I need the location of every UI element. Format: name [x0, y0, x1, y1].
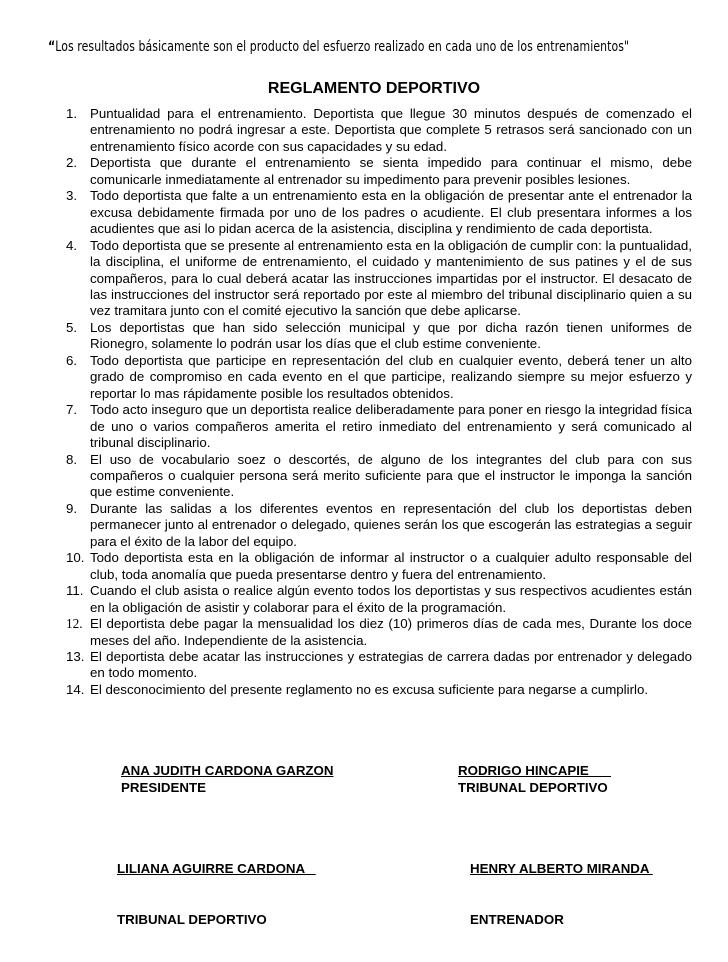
rule-item — [66, 550, 692, 583]
rule-item — [66, 353, 692, 402]
signatory-name: RODRIGO HINCAPIE___ — [458, 763, 611, 778]
rule-text: Puntualidad para el entrenamiento. Deportista que llegue 30 minutos después de comenzado el entrenamiento no podrá ingresar a este. Deportista que complete 5 retrasos será sancionado con un entrenamiento físico acorde con sus capacidades y su edad. — [90, 106, 692, 154]
rule-text: Durante las salidas a los diferentes eventos en representación del club los deportistas deben permanecer junto al entrenador o delegado, quienes serán los que escogerán las estrategias a seguir para el éxito de la labor del equipo. — [90, 500, 692, 549]
rule-text: Todo deportista que falte a un entrenamiento esta en la obligación de presentar ante el entrenador la excusa debidamente firmada por uno de los padres o acudiente. El club presentara informes a los acudientes que asi lo pidan acerca de la asistencia, disciplina y rendimiento de cada deportista. — [90, 188, 692, 237]
rule-item — [66, 616, 692, 649]
rule-text: Deportista que durante el entrenamiento se sienta impedido para continuar el mismo, debe comunicarle inmediatamente al entrenador su impedimento para prevenir posibles lesiones. — [90, 155, 692, 187]
rule-number: 14. — [66, 681, 85, 697]
rule-number: 5. — [66, 319, 78, 335]
rule-number: 1. — [66, 106, 78, 121]
rule-text: Todo deportista que participe en representación del club en cualquier evento, deberá tener un alto grado de compromiso en cada evento en el que participe, realizando siempre su mejor esfuerzo y reportar lo mas rápidamente posible los resultados obtenidos. — [90, 352, 692, 401]
signatory-name: LILIANA AGUIRRE CARDONA — [117, 861, 316, 876]
rule-item — [66, 682, 692, 698]
signatory-role: TRIBUNAL DEPORTIVO — [458, 780, 608, 795]
signatory-role: ENTRENADOR — [470, 912, 564, 927]
signatory-name: HENRY ALBERTO MIRANDA — [470, 861, 653, 876]
rule-text: Los deportistas que han sido selección municipal y que por dicha razón tienen uniformes de Rionegro, solamente lo podrán usar los días que el club estime conveniente. — [90, 319, 692, 352]
rule-item — [66, 402, 692, 451]
rule-text: Todo acto inseguro que un deportista realice deliberadamente para poner en riesgo la integridad física de uno o varios compañeros amerita el retiro inmediato del entrenamiento y será comunicado al tribunal disciplinario. — [90, 402, 692, 451]
signatory-name: ANA JUDITH CARDONA GARZON — [121, 763, 334, 778]
quote-text: Los resultados básicamente son el producto del esfuerzo realizado en cada uno de los entrenamientos" — [55, 39, 630, 55]
rule-item — [66, 106, 692, 155]
signatory-role: PRESIDENTE — [121, 780, 206, 795]
motto-quote — [48, 39, 630, 55]
rule-number: 3. — [66, 188, 78, 204]
rule-number: 9. — [66, 500, 78, 516]
signature-president — [121, 762, 334, 796]
signature-tribunal-1 — [458, 762, 611, 796]
signature-tribunal-2 — [117, 826, 316, 962]
rule-text: Todo deportista esta en la obligación de informar al instructor o a cualquier adulto responsable del club, toda anomalía que pueda presentarse dentro y fuera del entrenamiento. — [90, 550, 692, 582]
rule-number: 4. — [66, 237, 78, 253]
rule-item — [66, 188, 692, 237]
rule-item — [66, 501, 692, 550]
signatory-role: TRIBUNAL DEPORTIVO — [117, 912, 267, 927]
rule-text: Todo deportista que se presente al entrenamiento esta en la obligación de cumplir con: la puntualidad, la disciplina, el uniforme de entrenamiento, el cuidado y mantenimiento de sus patines y el de sus compañeros, para lo cual deberá acatar las instrucciones impartidas por el instructor. El desacato de las instrucciones del instructor será reportado por este al miembro del tribunal disciplinario quien a su vez tramitara junto con el comité ejecutivo la sanción que debe aplicarse. — [90, 237, 692, 319]
rule-number: 2. — [66, 155, 78, 171]
document-title: REGLAMENTO DEPORTIVO — [267, 80, 481, 97]
rule-item — [66, 320, 692, 353]
rule-number: 12. — [66, 616, 83, 632]
rule-item — [66, 155, 692, 188]
rule-number: 6. — [66, 352, 78, 368]
rule-number: 13. — [66, 648, 85, 664]
signature-coach — [470, 826, 653, 962]
rule-text: El uso de vocabulario soez o descortés, de alguno de los integrantes del club para con sus compañeros o cualquier persona será merito suficiente para que el instructor le imponga la sanción que estime conveniente. — [90, 451, 692, 500]
rule-number: 10. — [66, 550, 85, 566]
rule-item — [66, 649, 692, 682]
rule-item — [66, 583, 692, 616]
rule-text: El deportista debe pagar la mensualidad los diez (10) primeros días de cada mes, Durante los doce meses del año. Independiente de la asistencia. — [90, 616, 692, 648]
rule-item — [66, 452, 692, 501]
rule-number: 8. — [66, 451, 78, 467]
rule-text: El deportista debe acatar las instrucciones y estrategias de carrera dadas por entrenador y delegado en todo momento. — [90, 648, 692, 681]
rule-number: 11. — [66, 583, 84, 599]
rule-number: 7. — [66, 402, 78, 418]
rule-text: El desconocimiento del presente reglamento no es excusa suficiente para negarse a cumplirlo. — [90, 681, 649, 697]
rules-list — [66, 106, 692, 698]
quote-open-mark: “ — [48, 39, 56, 55]
rule-text: Cuando el club asista o realice algún evento todos los deportistas y sus respectivos acudientes están en la obligación de asistir y colaborar para el éxito de la programación. — [90, 583, 692, 615]
rule-item — [66, 238, 692, 320]
